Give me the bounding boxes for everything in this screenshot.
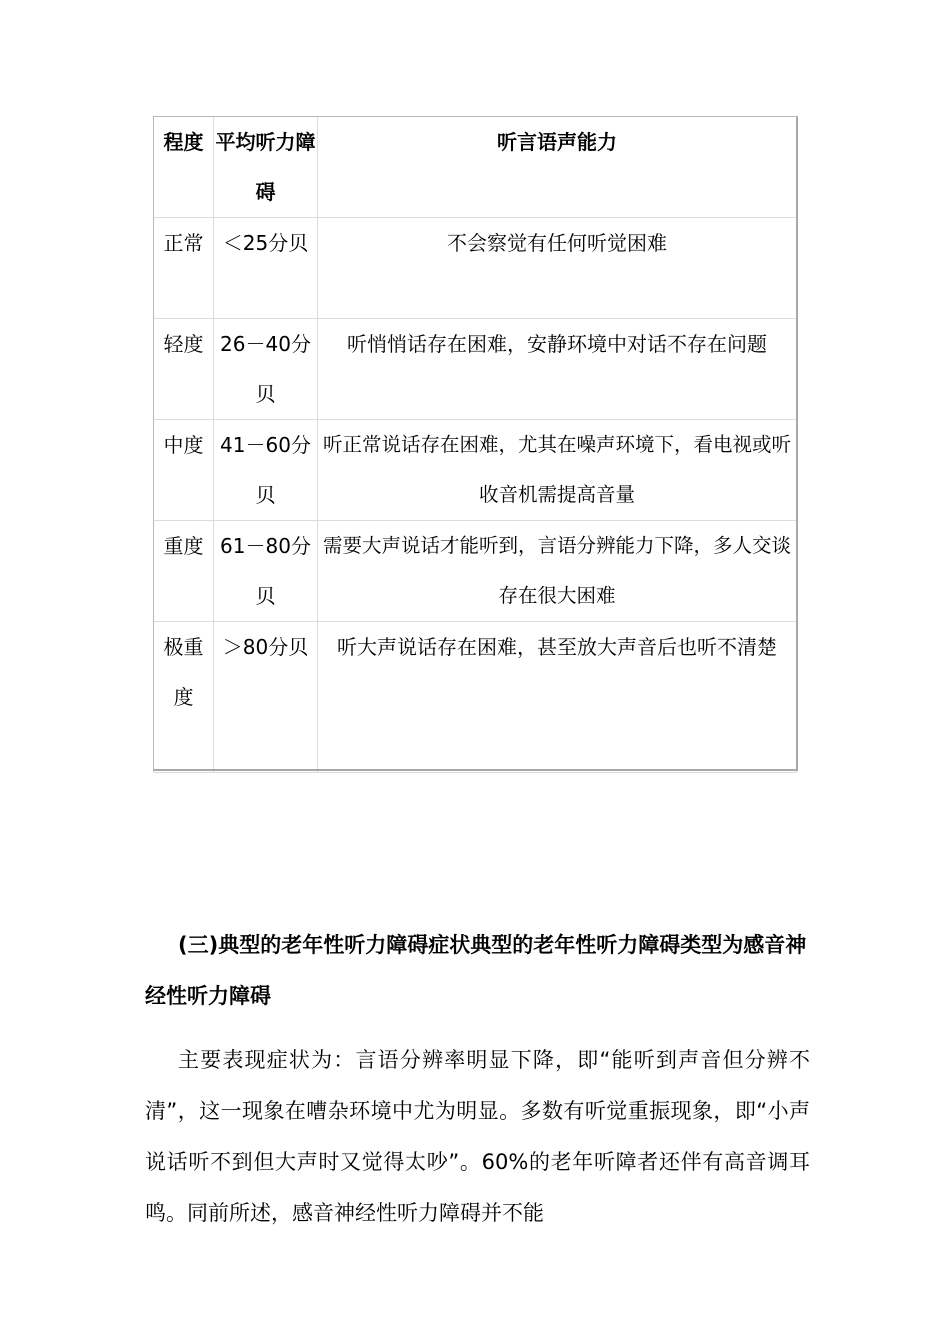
- cell-level: 重度: [154, 521, 214, 622]
- cell-decibel: 41－60分贝: [214, 420, 318, 521]
- cell-level: 轻度: [154, 319, 214, 420]
- cell-level: 正常: [154, 218, 214, 319]
- cell-ability: 不会察觉有任何听觉困难: [318, 218, 797, 319]
- table-row: [154, 521, 797, 622]
- cell-level: 中度: [154, 420, 214, 521]
- header-level: 程度: [154, 117, 214, 218]
- table-row: [154, 319, 797, 420]
- body-paragraph: 主要表现症状为：言语分辨率明显下降，即“能听到声音但分辨不清”，这一现象在嘈杂环境中尤为明显。多数有听觉重振现象，即“小声说话听不到但大声时又觉得太吵”。60%的老年听障者还伴有高音调耳鸣。同前所述，感音神经性听力障碍并不能: [145, 1048, 810, 1225]
- cell-ability: 听正常说话存在困难，尤其在噪声环境下，看电视或听收音机需提高音量: [318, 420, 797, 521]
- cell-decibel: ＜25分贝: [214, 218, 318, 319]
- table-header-row: [154, 117, 797, 218]
- cell-decibel: 61－80分贝: [214, 521, 318, 622]
- table-row: [154, 622, 797, 773]
- cell-ability: 听悄悄话存在困难，安静环境中对话不存在问题: [318, 319, 797, 420]
- hearing-loss-grade-table: [153, 116, 797, 773]
- header-speech-ability: 听言语声能力: [318, 117, 797, 218]
- cell-ability: 需要大声说话才能听到，言语分辨能力下降，多人交谈存在很大困难: [318, 521, 797, 622]
- header-average-loss: 平均听力障碍: [214, 117, 318, 218]
- cell-decibel: 26－40分贝: [214, 319, 318, 420]
- cell-decibel: ＞80分贝: [214, 622, 318, 773]
- section-heading: (三)典型的老年性听力障碍症状典型的老年性听力障碍类型为感音神经性听力障碍: [145, 933, 807, 1008]
- table-row: [154, 420, 797, 521]
- cell-ability: 听大声说话存在困难，甚至放大声音后也听不清楚: [318, 622, 797, 773]
- table-row: [154, 218, 797, 319]
- cell-level: 极重度: [154, 622, 214, 773]
